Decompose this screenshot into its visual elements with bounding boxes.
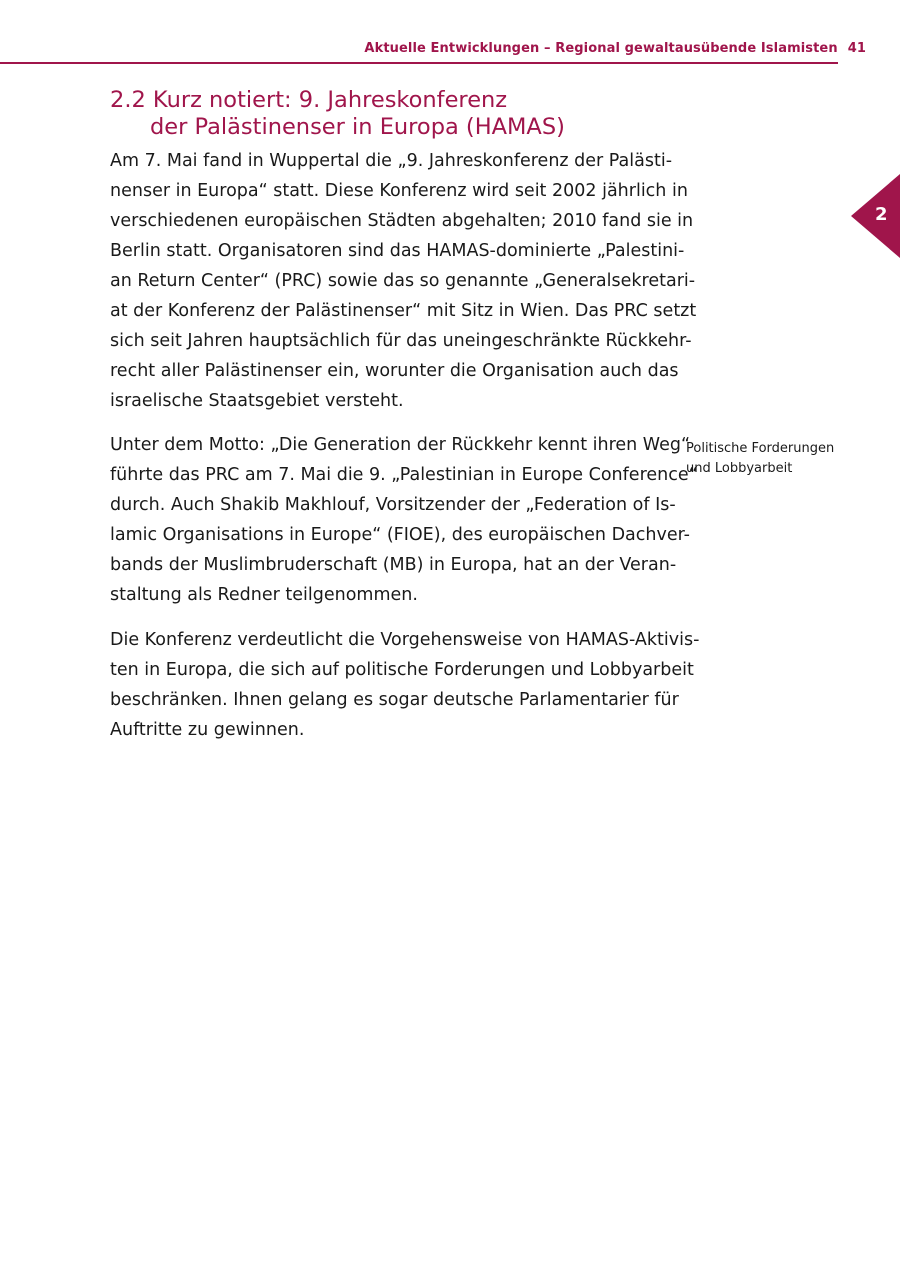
margin-note-line-2: und Lobbyarbeit <box>686 461 793 476</box>
text-line: Unter dem Motto: „Die Generation der Rückkehr kennt ihren Weg“ <box>110 435 691 455</box>
text-line: ten in Europa, die sich auf politische Forderungen und Lobbyarbeit <box>110 660 694 680</box>
text-line: führte das PRC am 7. Mai die 9. „Palestinian in Europe Conference“ <box>110 465 698 485</box>
header-rule <box>0 62 838 64</box>
section-title-line-2: der Palästinenser in Europa (HAMAS) <box>150 114 565 140</box>
text-line: Auftritte zu gewinnen. <box>110 720 305 740</box>
running-header <box>364 41 866 56</box>
margin-note <box>686 439 834 479</box>
text-line: Berlin statt. Organisatoren sind das HAMAS-dominierte „Palestini- <box>110 241 685 261</box>
text-line: israelische Staatsgebiet versteht. <box>110 391 404 411</box>
chapter-number: 2 <box>875 204 888 225</box>
text-line: verschiedenen europäischen Städten abgehalten; 2010 fand sie in <box>110 211 694 231</box>
text-line: recht aller Palästinenser ein, worunter die Organisation auch das <box>110 361 679 381</box>
text-line: Die Konferenz verdeutlicht die Vorgehensweise von HAMAS-Aktivis- <box>110 630 700 650</box>
paragraph-1 <box>110 146 696 416</box>
running-title: Aktuelle Entwicklungen – Regional gewaltausübende Islamisten <box>364 41 838 56</box>
section-title-line-1: 2.2 Kurz notiert: 9. Jahreskonferenz <box>110 87 508 113</box>
section-title <box>110 87 565 141</box>
paragraph-2 <box>110 430 698 610</box>
paragraph-3 <box>110 625 699 745</box>
text-line: nenser in Europa“ statt. Diese Konferenz wird seit 2002 jährlich in <box>110 181 688 201</box>
text-line: at der Konferenz der Palästinenser“ mit Sitz in Wien. Das PRC setzt <box>110 301 697 321</box>
text-line: an Return Center“ (PRC) sowie das so genannte „Generalsekretari- <box>110 271 696 291</box>
chapter-tab <box>851 174 900 258</box>
text-line: lamic Organisations in Europe“ (FIOE), des europäischen Dachver- <box>110 525 690 545</box>
text-line: bands der Muslimbruderschaft (MB) in Europa, hat an der Veran- <box>110 555 677 575</box>
text-line: beschränken. Ihnen gelang es sogar deutsche Parlamentarier für <box>110 690 679 710</box>
page-number: 41 <box>847 41 866 56</box>
text-line: Am 7. Mai fand in Wuppertal die „9. Jahreskonferenz der Palästi- <box>110 151 673 171</box>
text-line: staltung als Redner teilgenommen. <box>110 585 418 605</box>
text-line: durch. Auch Shakib Makhlouf, Vorsitzender der „Federation of Is- <box>110 495 676 515</box>
margin-note-line-1: Politische Forderungen <box>686 441 835 456</box>
text-line: sich seit Jahren hauptsächlich für das uneingeschränkte Rückkehr- <box>110 331 692 351</box>
